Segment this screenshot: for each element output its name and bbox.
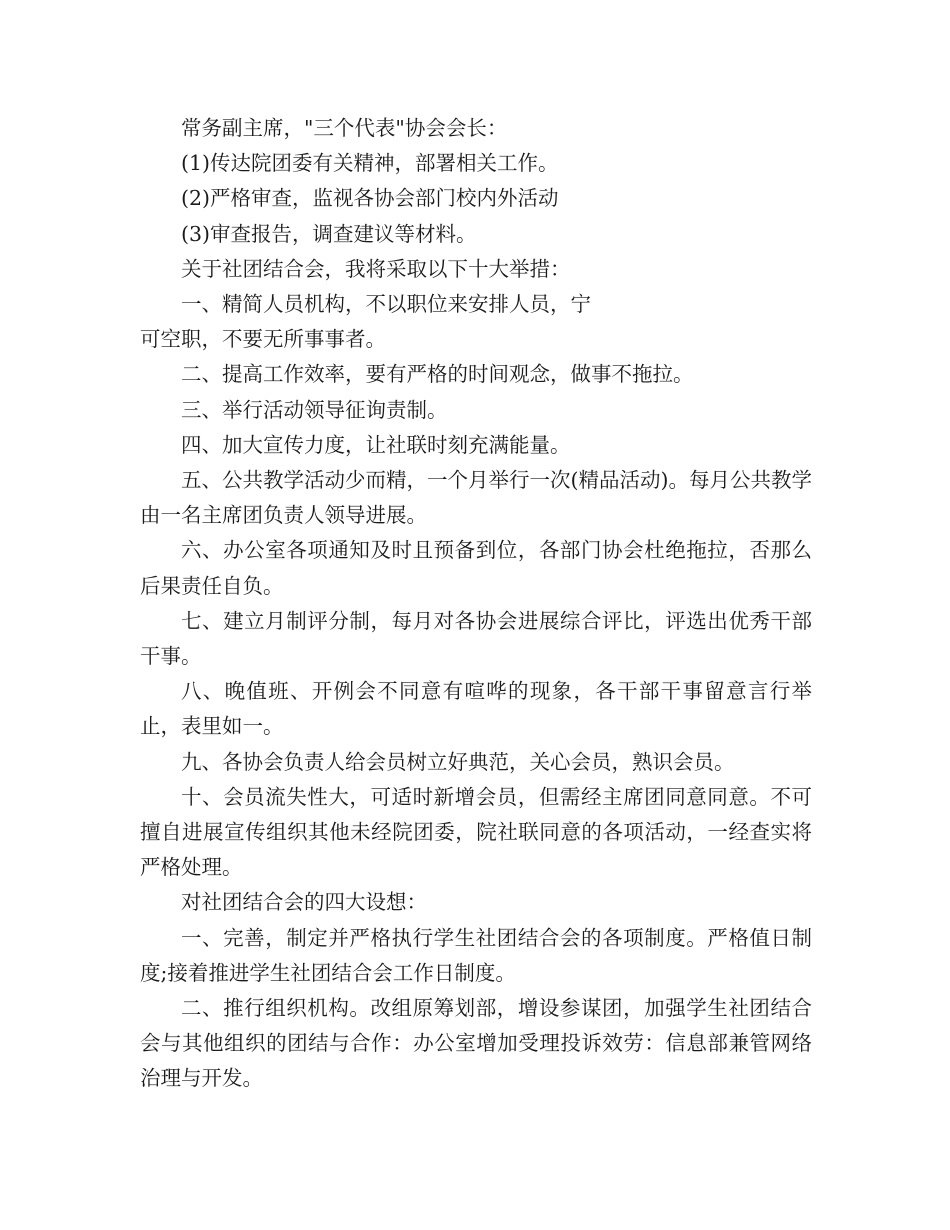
paragraph-measure-1-continued: 可空职，不要无所事事者。 — [140, 327, 386, 352]
paragraph-measure-3: 三、举行活动领导征询责制。 — [181, 397, 448, 422]
paragraph-measure-5: 五、公共教学活动少而精，一个月举行一次(精品活动)。每月公共教学由一名主席团负责人领导进展。 — [140, 468, 812, 528]
paragraph-measure-10: 十、会员流失性大，可适时新增会员，但需经主席团同意同意。不可擅自进展宣传组织其他未经院团委，院社联同意的各项活动，一经查实将严格处理。 — [140, 784, 812, 880]
paragraph-duty-1: (1)传达院团委有关精神，部署相关工作。 — [181, 151, 559, 176]
document-body — [140, 111, 812, 1097]
paragraph-measures-intro: 关于社团结合会，我将采取以下十大举措： — [181, 256, 571, 281]
paragraph-vision-2: 二、推行组织机构。改组原筹划部，增设参谋团，加强学生社团结合会与其他组织的团结与合作：办公室增加受理投诉效劳：信息部兼管网络治理与开发。 — [140, 996, 812, 1091]
paragraph-measure-9: 九、各协会负责人给会员树立好典范，关心会员，熟识会员。 — [181, 749, 735, 774]
paragraph-vision-1: 一、完善，制定并严格执行学生社团结合会的各项制度。严格值日制度;接着推进学生社团结合会工作日制度。 — [140, 925, 812, 985]
paragraph-measure-1: 一、精简人员机构，不以职位来安排人员，宁 — [181, 292, 591, 317]
paragraph-vice-chair-heading: 常务副主席，"三个代表"协会会长： — [181, 116, 508, 140]
paragraph-duty-3: (3)审查报告，调查建议等材料。 — [181, 221, 477, 246]
paragraph-measure-6: 六、办公室各项通知及时且预备到位，各部门协会杜绝拖拉，否那么后果责任自负。 — [140, 538, 812, 598]
paragraph-measure-8: 八、晚值班、开例会不同意有喧哗的现象，各干部干事留意言行举止，表里如一。 — [140, 679, 812, 739]
paragraph-measure-7: 七、建立月制评分制，每月对各协会进展综合评比，评选出优秀干部干事。 — [140, 608, 812, 669]
paragraph-visions-intro: 对社团结合会的四大设想： — [181, 890, 427, 915]
paragraph-measure-2: 二、提高工作效率，要有严格的时间观念，做事不拖拉。 — [181, 362, 694, 387]
paragraph-duty-2: (2)严格审查，监视各协会部门校内外活动 — [181, 186, 559, 211]
paragraph-measure-4: 四、加大宣传力度，让社联时刻充满能量。 — [181, 432, 571, 457]
